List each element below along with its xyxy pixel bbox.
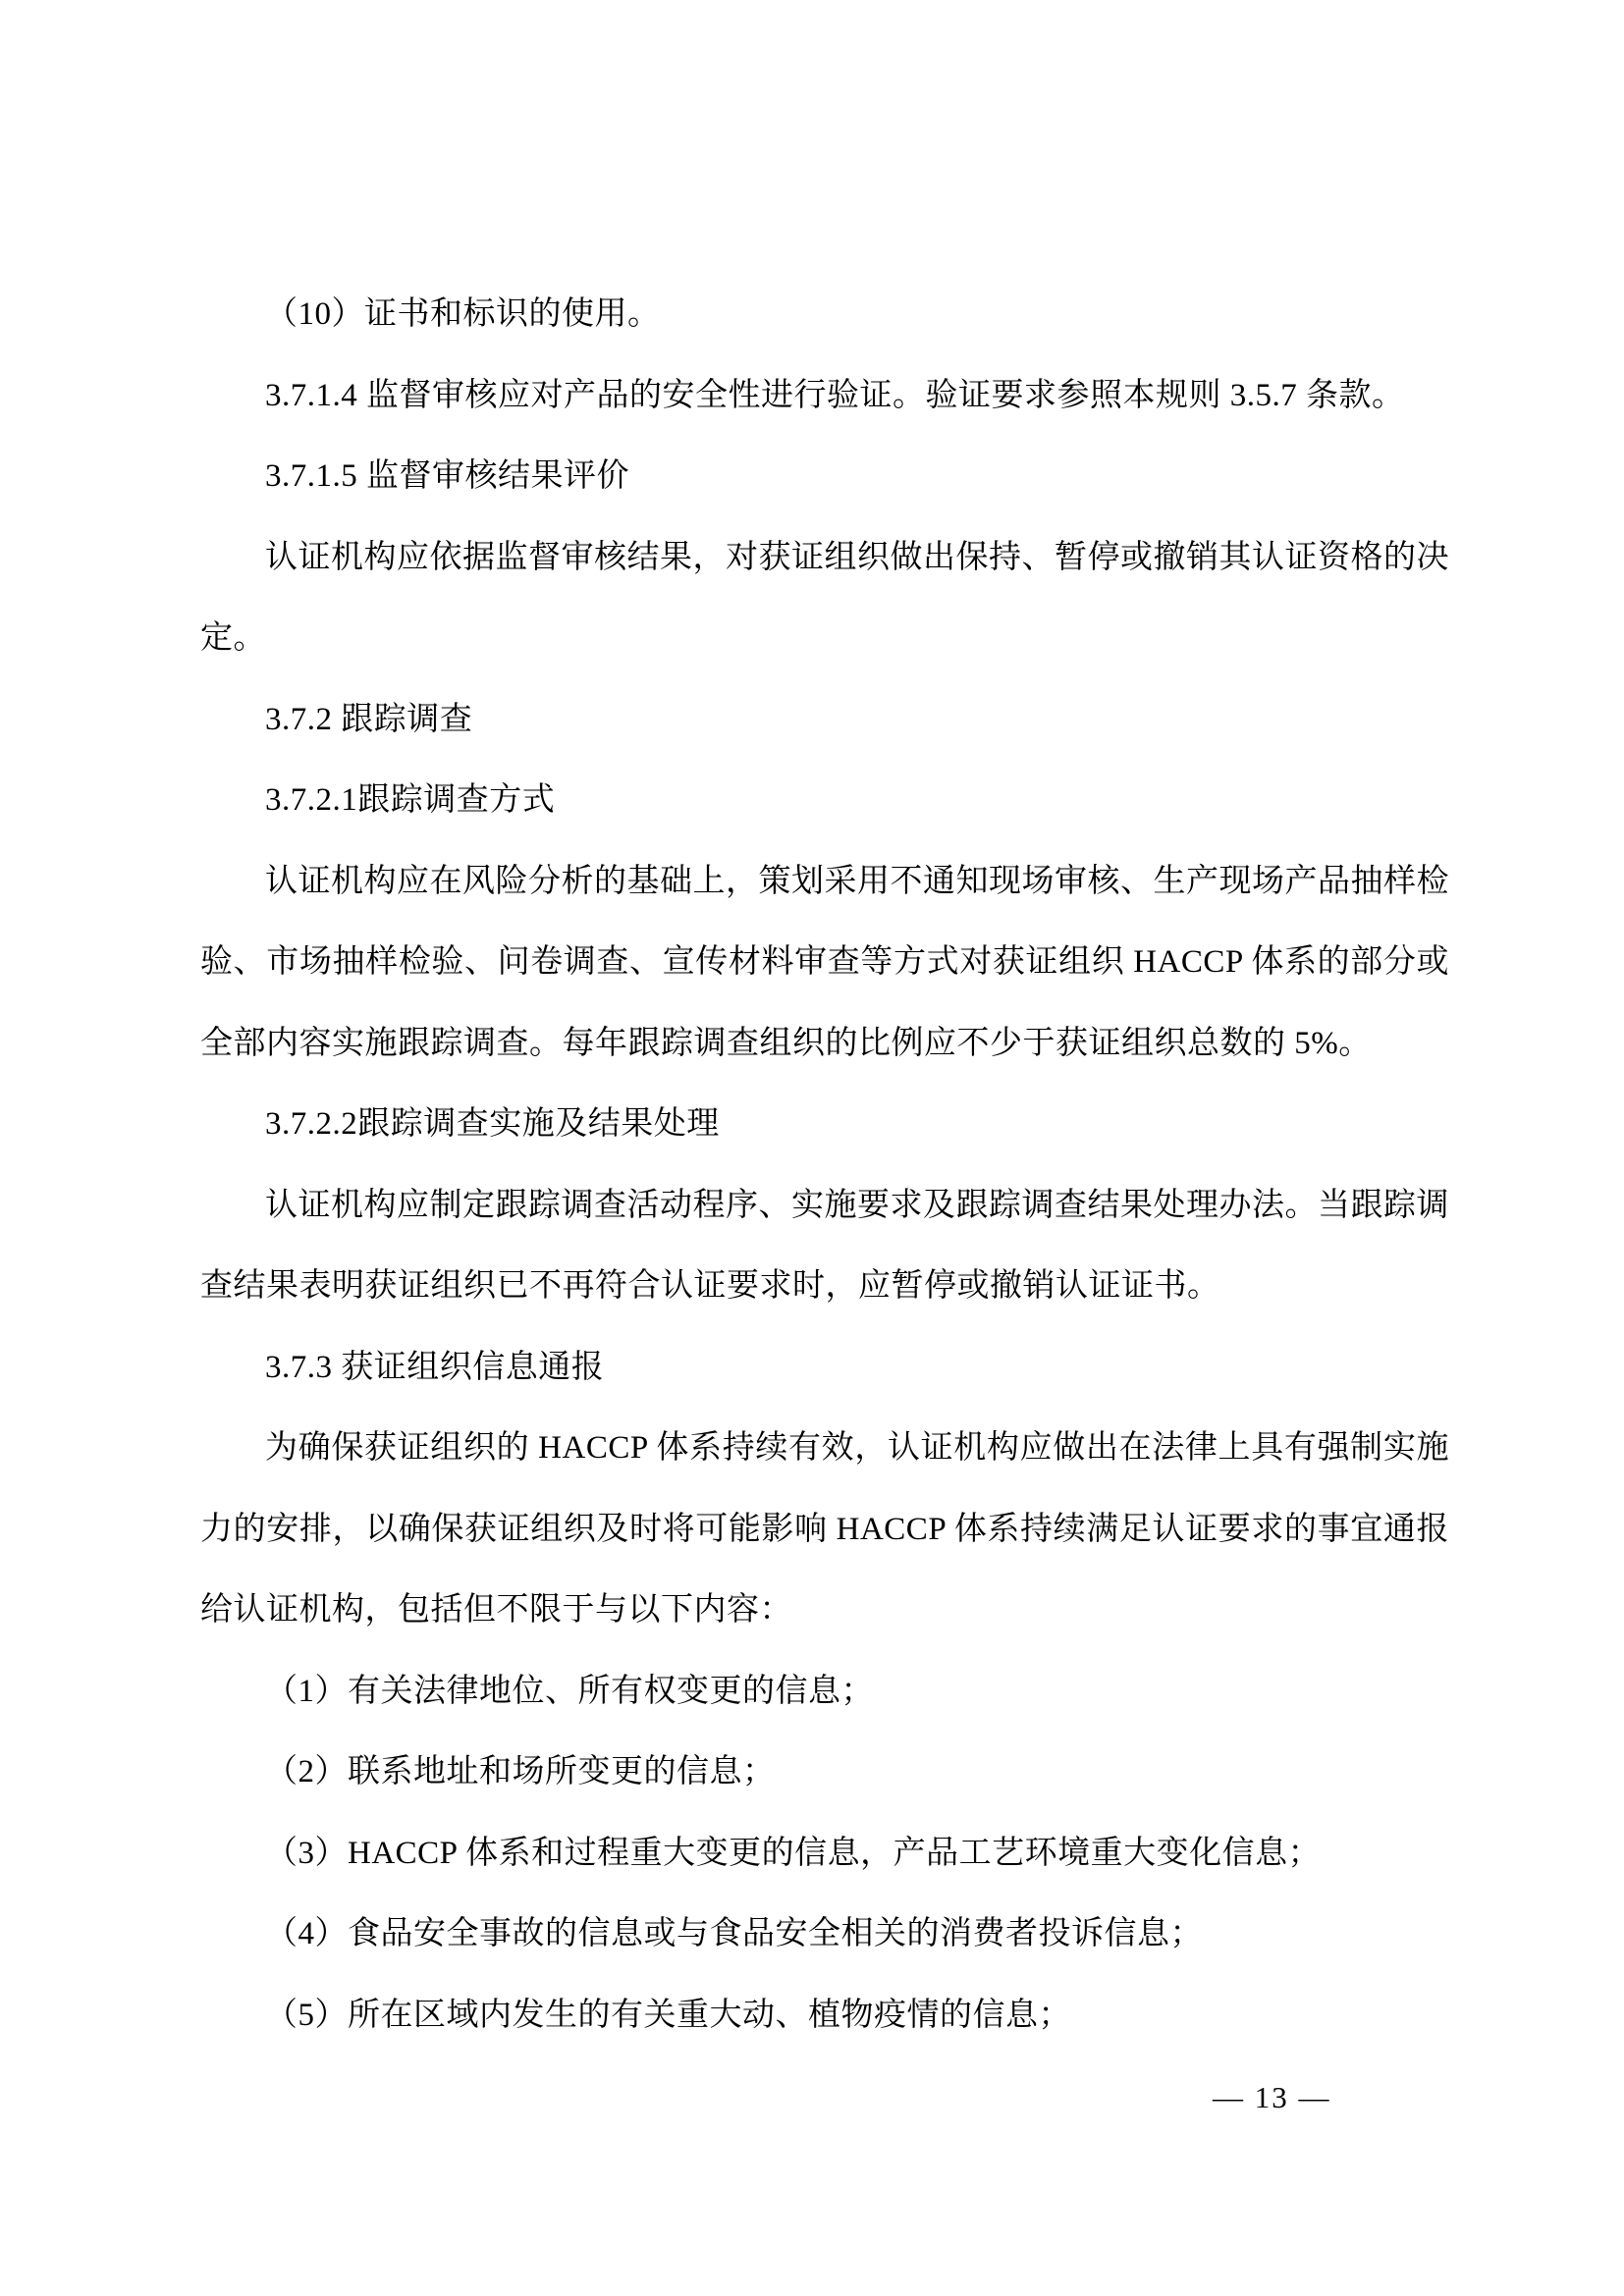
list-item-5: （5）所在区域内发生的有关重大动、植物疫情的信息；: [265, 1997, 1071, 2033]
paragraph-info-notification: 为确保获证组织的 HACCP 体系持续有效，认证机构应做出在法律上具有强制实施力的安排，以确保获证组织及时将可能影响 HACCP 体系持续满足认证要求的事宜通报给认证机构，包括但不限于与以下内容：: [200, 1430, 1449, 1628]
list-item-10: （10）证书和标识的使用。: [265, 296, 661, 332]
paragraph-tracking-method: 认证机构应在风险分析的基础上，策划采用不通知现场审核、生产现场产品抽样检验、市场抽样检验、问卷调查、宣传材料审查等方式对获证组织 HACCP 体系的部分或全部内容实施跟踪调查。每年跟踪调查组织的比例应不少于获证组织总数的 5%。: [200, 863, 1449, 1061]
heading-3-7-2-2: 3.7.2.2跟踪调查实施及结果处理: [265, 1106, 720, 1142]
heading-3-7-2-1: 3.7.2.1跟踪调查方式: [265, 782, 556, 818]
heading-3-7-2: 3.7.2 跟踪调查: [265, 701, 473, 737]
paragraph-tracking-handling: 认证机构应制定跟踪调查活动程序、实施要求及跟踪调查结果处理办法。当跟踪调查结果表明获证组织已不再符合认证要求时，应暂停或撤销认证证书。: [200, 1187, 1449, 1304]
list-item-4: （4）食品安全事故的信息或与食品安全相关的消费者投诉信息；: [265, 1916, 1203, 1951]
document-body: [200, 274, 1449, 2056]
heading-3-7-1-5: 3.7.1.5 监督审核结果评价: [265, 458, 629, 494]
clause-3-7-1-4: 3.7.1.4 监督审核应对产品的安全性进行验证。验证要求参照本规则 3.5.7 条款。: [265, 377, 1405, 413]
list-item-3: （3）HACCP 体系和过程重大变更的信息，产品工艺环境重大变化信息；: [265, 1835, 1322, 1871]
page-number: — 13 —: [1213, 2080, 1331, 2114]
list-item-2: （2）联系地址和场所变更的信息；: [265, 1754, 776, 1789]
heading-3-7-3: 3.7.3 获证组织信息通报: [265, 1349, 605, 1385]
paragraph-supervision-result: 认证机构应依据监督审核结果，对获证组织做出保持、暂停或撤销其认证资格的决定。: [200, 539, 1449, 656]
list-item-1: （1）有关法律地位、所有权变更的信息；: [265, 1673, 874, 1709]
